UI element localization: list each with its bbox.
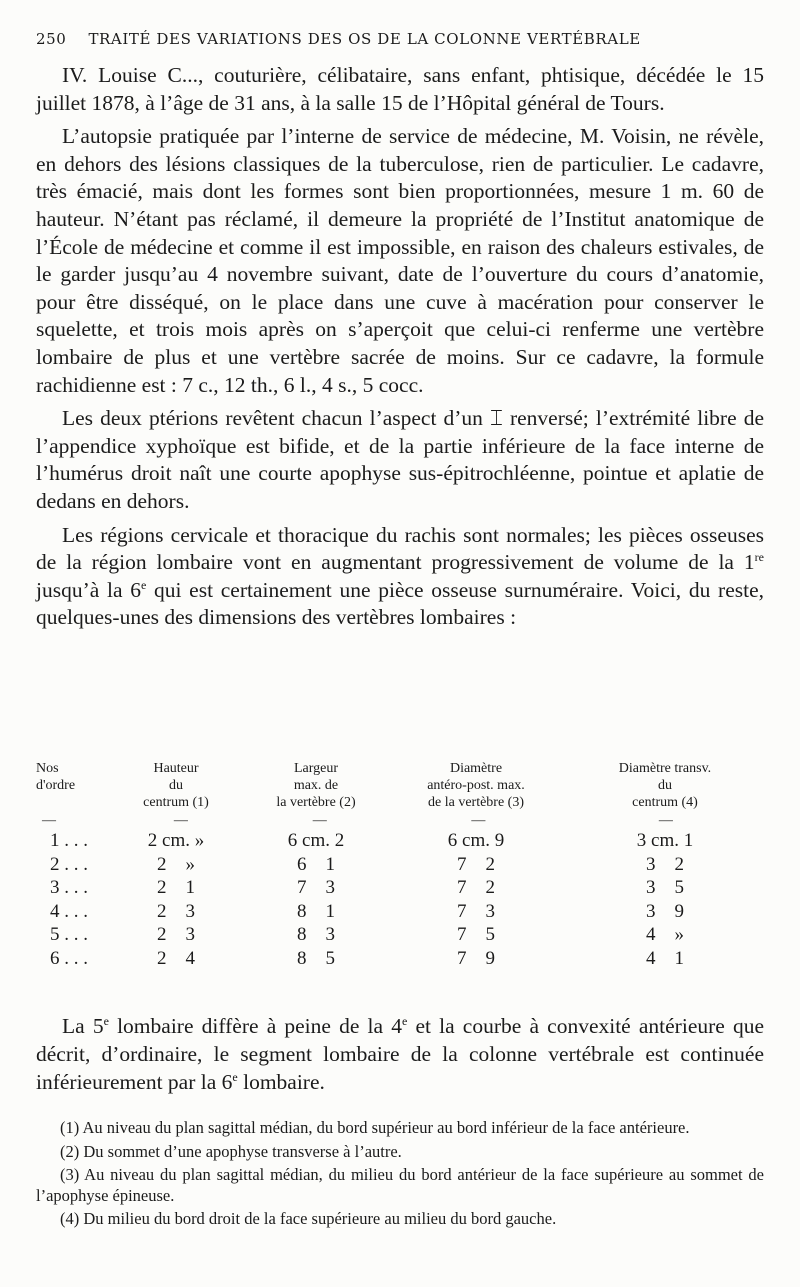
paragraph: Les deux ptérions revêtent chacun l’aspect d’un ⌶ renversé; l’extrémité libre de l’appendice xyphoïque est bifide, et de la partie inférieure de la face interne de l’humérus droit naît une courte apophyse sus-épitrochléenne, pointue et aplatie de dedans en dehors.	[36, 406, 764, 513]
table-cell: 7 3	[457, 900, 495, 922]
measurements-table	[36, 760, 764, 970]
table-row	[36, 900, 764, 924]
table-cell: 7 9	[457, 947, 495, 969]
page-number: 250	[36, 30, 67, 48]
footnote: (3) Au niveau du plan sagittal médian, du milieu du bord antérieur de la face supérieure au sommet de l’apophyse épineuse.	[36, 1165, 764, 1205]
paragraph: Les régions cervicale et thoracique du rachis sont normales; les pièces osseuses de la région lombaire vont en augmentant progressivement de volume de la 1re jusqu’à la 6e qui est certainement une pièce osseuse surnuméraire. Voici, du reste, quelques-unes des dimensions des vertèbres lombaires :	[36, 522, 764, 630]
closing-paragraph: La 5e lombaire diffère à peine de la 4e et la courbe à convexité antérieure que décrit, d’ordinaire, le segment lombaire de la colonne vertébrale est continuée inférieurement par la 6e lombaire.	[36, 1014, 765, 1094]
main-text	[36, 62, 764, 638]
table-row	[36, 947, 764, 971]
footnote: (1) Au niveau du plan sagittal médian, du bord supérieur au bord inférieur de la face antérieure.	[60, 1118, 690, 1137]
table-body	[36, 829, 764, 970]
column-header: Hauteur du centrum (1)	[143, 761, 209, 810]
table-cell: 2 1	[157, 877, 195, 898]
table-cell: 8 3	[297, 924, 335, 945]
table-row	[36, 853, 764, 877]
table-cell: 4 »	[646, 924, 684, 945]
table-cell: 2 »	[157, 853, 195, 875]
column-header: Nos d'ordre	[36, 761, 76, 793]
footnotes	[36, 1118, 764, 1233]
table-cell: 7 2	[457, 853, 495, 875]
table-cell: 4 . . .	[50, 900, 88, 922]
running-title: TRAITÉ DES VARIATIONS DES OS DE LA COLONNE VERTÉBRALE	[88, 30, 641, 48]
table-cell: 3 cm. 1	[636, 830, 694, 851]
column-header: Diamètre antéro-post. max. de la vertèbre (3)	[427, 761, 525, 810]
table-row	[36, 923, 764, 947]
header-rule: — — — — —	[42, 813, 673, 828]
table-cell: 8 1	[297, 900, 335, 922]
column-header: Diamètre transv. du centrum (4)	[618, 761, 712, 810]
table-cell: 3 9	[646, 900, 684, 922]
table-header	[36, 760, 764, 811]
table-cell: 3 2	[646, 853, 684, 875]
table-cell: 7 3	[297, 877, 335, 898]
paragraph: L’autopsie pratiquée par l’interne de service de médecine, M. Voisin, ne révèle, en dehors des lésions classiques de la tuberculose, rien de particulier. Le cadavre, très émacié, mais dont les formes sont bien proportionnées, mesure 1 m. 60 de hauteur. N’étant pas réclamé, il demeure la propriété de l’Institut anatomique de l’École de médecine et comme il est impossible, en raison des chaleurs estivales, de le garder jusqu’au 4 novembre suivant, date de l’ouverture du cours d’anatomie, pour être disséqué, on le place dans une cuve à macération pour conserver le squelette, et trois mois après on s’aperçoit que celui-ci renferme une vertèbre lombaire de plus et une vertèbre sacrée de moins. Sur ce cadavre, la formule rachidienne est : 7 c., 12 th., 6 l., 4 s., 5 cocc.	[36, 124, 764, 397]
footnote: (2) Du sommet d’une apophyse transverse à l’autre.	[60, 1141, 402, 1161]
table-cell: 8 5	[297, 947, 335, 969]
table-cell: 6 cm. 9	[447, 830, 505, 851]
table-cell: 3 5	[646, 877, 684, 898]
running-header	[36, 30, 764, 48]
table-cell: 2 3	[157, 900, 195, 922]
table-cell: 2 4	[157, 947, 195, 969]
column-header: Largeur max. de la vertèbre (2)	[276, 761, 356, 810]
table-cell: 6 . . .	[50, 947, 88, 969]
table-row	[36, 876, 764, 900]
table-row	[36, 829, 764, 853]
table-cell: 1 . . .	[50, 830, 88, 851]
paragraph: IV. Louise C..., couturière, célibataire, sans enfant, phtisique, décédée le 15 juillet 1878, à l’âge de 31 ans, à la salle 15 de l’Hôpital général de Tours.	[36, 63, 764, 115]
table-cell: 6 1	[297, 853, 335, 875]
table-cell: 7 2	[457, 877, 495, 898]
table-cell: 2 3	[157, 924, 195, 945]
table-cell: 7 5	[457, 924, 495, 945]
table-cell: 4 1	[646, 947, 684, 969]
table-cell: 6 cm. 2	[287, 830, 345, 851]
table-cell: 2 . . .	[50, 853, 88, 875]
table-cell: 3 . . .	[50, 877, 88, 898]
table-cell: 2 cm. »	[147, 830, 205, 851]
footnote: (4) Du milieu du bord droit de la face supérieure au milieu du bord gauche.	[60, 1209, 557, 1229]
table-cell: 5 . . .	[50, 924, 88, 945]
